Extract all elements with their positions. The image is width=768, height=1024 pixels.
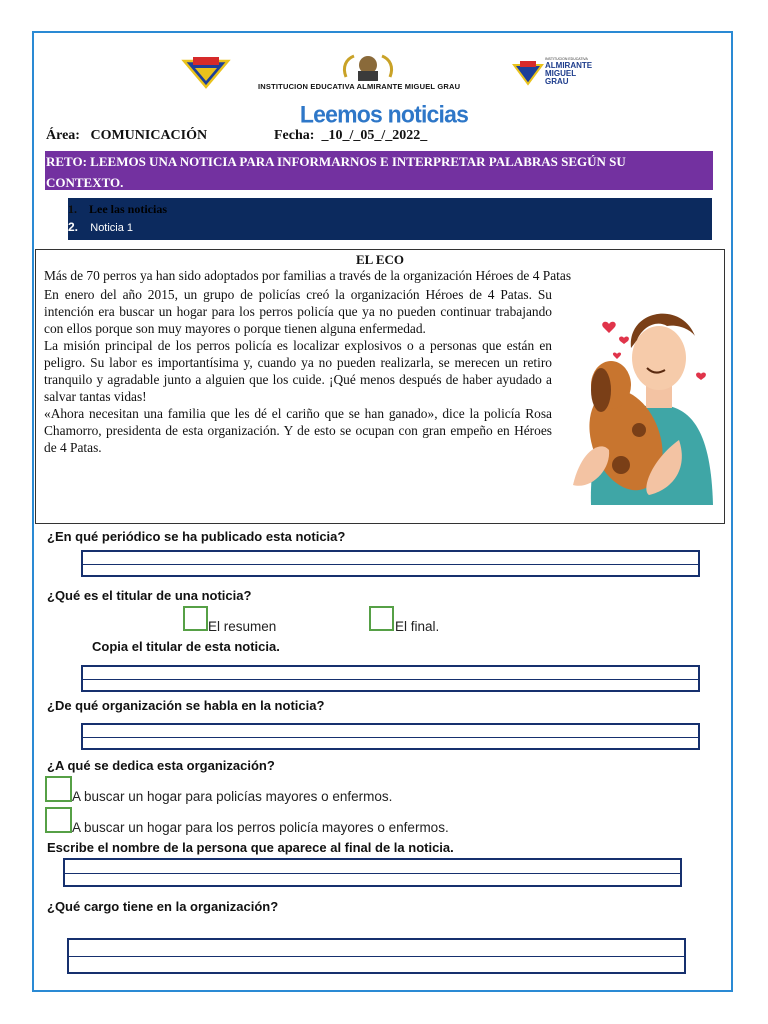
news-body [44,286,552,456]
option-el-final: El final. [395,619,440,634]
checkbox-option-perros[interactable] [45,807,72,833]
logo-right-text: ALMIRANTE MIGUEL GRAU [545,61,593,86]
answer-field-3[interactable] [81,723,700,750]
news-paragraph: La misión principal de los perros policía es localizar explosivos o a personas que están en peligro. Su labor es importantísima y, cuando ya no pueden realizarla, se merecen un retiro tranquilo y agradable junto a alguien que los cuide. ¡Qué menos después de haber ayudado a salvar tantas vidas! [44,338,552,404]
question-2-sub: Copia el titular de esta noticia. [92,639,280,654]
news-paragraph: «Ahora necesitan una familia que les dé el cariño que se han ganado», dice la policía Rosa Chamorro, presidenta de esta organización. Y de esto se ocupan con gran empeño en Héroes de 4 Patas. [44,406,552,455]
answer-field-2[interactable] [81,665,700,692]
newspaper-name: EL ECO [355,252,405,267]
answer-field-6[interactable] [67,938,686,974]
question-4: ¿A qué se dedica esta organización? [47,758,275,773]
checkbox-option-policias[interactable] [45,776,72,802]
instruction-1: 1. Lee las noticias [68,202,167,216]
date-label: Fecha: _10_/_05_/_2022_ [274,128,428,143]
date-value: _10_/_05_/_2022_ [321,128,428,143]
option-el-resumen: El resumen [208,619,277,634]
question-2: ¿Qué es el titular de una noticia? [47,588,252,603]
area-label: Área: COMUNICACIÓN [46,128,208,143]
question-6: ¿Qué cargo tiene en la organización? [47,899,279,914]
school-shield-logo-left [181,55,231,89]
boy-hugging-dog-illustration [561,290,721,510]
institution-name: INSTITUCION EDUCATIVA ALMIRANTE MIGUEL GRAU [258,82,461,91]
news-headline: Más de 70 perros ya han sido adoptados por familias a través de la organización Héroes de 4 Patas [44,268,572,283]
area-value: COMUNICACIÓN [90,128,208,143]
question-3: ¿De qué organización se habla en la noticia? [47,698,325,713]
answer-field-1[interactable] [81,550,700,577]
logo-right-small-text: INSTITUCION EDUCATIVA [545,57,588,61]
news-article [35,249,725,524]
checkbox-el-resumen[interactable] [183,606,208,631]
founder-crest-logo [340,53,396,83]
question-1: ¿En qué periódico se ha publicado esta noticia? [47,529,346,544]
option-perros: A buscar un hogar para los perros policía mayores o enfermos. [72,820,449,835]
news-paragraph: En enero del año 2015, un grupo de policías creó la organización Héroes de 4 Patas. Su intención era buscar un hogar para los perros policía que ya no pueden continuar trabajando con ellos porque son muy mayores o porque tienen alguna enfermedad. [44,287,552,336]
question-5: Escribe el nombre de la persona que aparece al final de la noticia. [47,840,454,855]
page-title: Leemos noticias [299,100,469,128]
checkbox-el-final[interactable] [369,606,394,631]
reto-banner: RETO: LEEMOS UNA NOTICIA PARA INFORMARNOS E INTERPRETAR PALABRAS SEGÚN SU CONTEXTO. [45,151,713,190]
option-policias: A buscar un hogar para policías mayores o enfermos. [72,789,393,804]
answer-field-5[interactable] [63,858,682,887]
instructions-box [68,198,712,240]
instruction-2: 2. Noticia 1 [68,220,134,234]
school-shield-logo-right [512,60,544,86]
